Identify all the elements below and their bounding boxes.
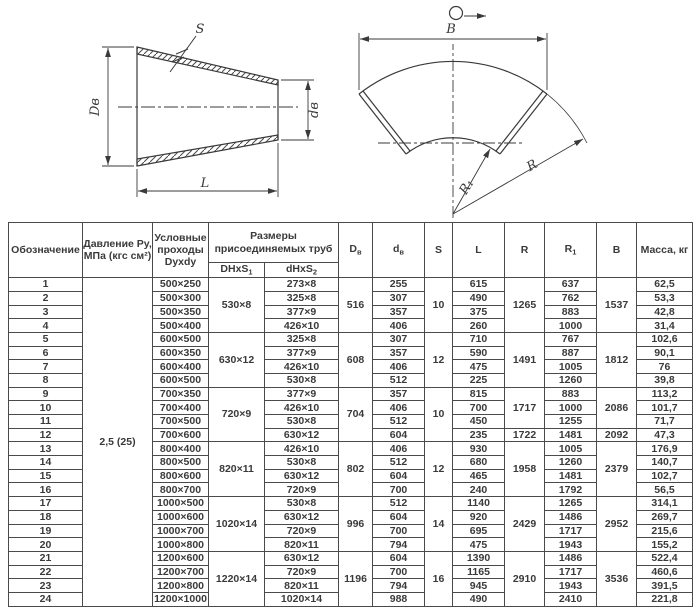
- cell-B: 1812: [597, 332, 637, 387]
- col-header-B: B: [597, 223, 637, 278]
- cell-mass: 113,2: [637, 387, 693, 401]
- cell-R1: 767: [545, 332, 597, 346]
- col-header-mass: Масса, кг: [637, 223, 693, 278]
- cell-Dv: 802: [339, 442, 373, 497]
- col-header-S: S: [425, 223, 453, 278]
- cell-mass: 71,7: [637, 415, 693, 429]
- cell-L: 490: [453, 592, 505, 606]
- pressure-header-line1: Давление Ру,: [83, 238, 152, 250]
- nominal-header-line2: проходы: [157, 244, 204, 257]
- cell-designation: 3: [9, 305, 83, 319]
- cell-dhxs2: 630×12: [265, 510, 339, 524]
- cell-dv: 406: [373, 319, 425, 333]
- nominal-header-line1: Условные: [154, 231, 207, 244]
- cell-B: 2952: [597, 497, 637, 552]
- cell-R1: 883: [545, 387, 597, 401]
- cell-dhxs2: 820×11: [265, 579, 339, 593]
- sector-outer-radius-label: R: [524, 157, 541, 175]
- cell-nominal-bore: 1000×800: [153, 538, 209, 552]
- cell-dv: 512: [373, 456, 425, 470]
- cell-designation: 15: [9, 469, 83, 483]
- cell-L: 815: [453, 387, 505, 401]
- cell-nominal-bore: 1000×500: [153, 497, 209, 511]
- cell-designation: 2: [9, 291, 83, 305]
- col-header-dhxs2: dHxS$_2$: [265, 263, 339, 278]
- cell-designation: 20: [9, 538, 83, 552]
- cell-dhxs2: 325×8: [265, 332, 339, 346]
- cell-mass: 31,4: [637, 319, 693, 333]
- cell-designation: 5: [9, 332, 83, 346]
- cell-dv: 357: [373, 305, 425, 319]
- cell-mass: 56,5: [637, 483, 693, 497]
- cell-designation: 22: [9, 565, 83, 579]
- col-header-L: L: [453, 223, 505, 278]
- cell-mass: 62,5: [637, 278, 693, 292]
- cell-dhxs2: 530×8: [265, 456, 339, 470]
- cell-R1: 1000: [545, 401, 597, 415]
- cell-pressure: 2,5 (25): [83, 278, 153, 607]
- cell-R1: 637: [545, 278, 597, 292]
- cell-R1: 1717: [545, 524, 597, 538]
- cell-dv: 307: [373, 332, 425, 346]
- cell-dhxs1: 1020×14: [209, 497, 265, 552]
- cell-dhxs2: 530×8: [265, 415, 339, 429]
- cell-R1: 1005: [545, 360, 597, 374]
- cell-mass: 101,7: [637, 401, 693, 415]
- cell-dv: 604: [373, 551, 425, 565]
- col-header-dhxs1: DHxS$_1$: [209, 263, 265, 278]
- pipe-sizes-line1: Размеры: [250, 230, 297, 243]
- cell-nominal-bore: 500×300: [153, 291, 209, 305]
- cell-mass: 42,8: [637, 305, 693, 319]
- cell-L: 710: [453, 332, 505, 346]
- cell-mass: 47,3: [637, 428, 693, 442]
- cell-Dv: 704: [339, 387, 373, 442]
- cell-R1: 1717: [545, 565, 597, 579]
- cell-R: 2429: [505, 497, 545, 552]
- cell-R1: 1000: [545, 319, 597, 333]
- cell-mass: 314,1: [637, 497, 693, 511]
- cell-nominal-bore: 1200×800: [153, 579, 209, 593]
- cell-dhxs2: 377×9: [265, 346, 339, 360]
- cell-dhxs2: 377×9: [265, 387, 339, 401]
- cell-S: 14: [425, 497, 453, 552]
- cell-B: 1537: [597, 278, 637, 333]
- cell-nominal-bore: 1200×600: [153, 551, 209, 565]
- cell-dv: 700: [373, 565, 425, 579]
- cell-dhxs2: 426×10: [265, 401, 339, 415]
- cell-mass: 90,1: [637, 346, 693, 360]
- cell-nominal-bore: 700×350: [153, 387, 209, 401]
- col-header-Dv: $D_в$: [339, 223, 373, 278]
- cell-dhxs1: 630×12: [209, 332, 265, 387]
- cell-dhxs2: 426×10: [265, 360, 339, 374]
- cell-mass: 391,5: [637, 579, 693, 593]
- cell-nominal-bore: 600×400: [153, 360, 209, 374]
- sector-width-label: B: [446, 22, 456, 37]
- cell-mass: 140,7: [637, 456, 693, 470]
- cell-mass: 76: [637, 360, 693, 374]
- table-body: [9, 278, 693, 607]
- cell-S: 10: [425, 387, 453, 442]
- cell-R: 1491: [505, 332, 545, 387]
- cell-mass: 53,3: [637, 291, 693, 305]
- cell-R1: 1255: [545, 415, 597, 429]
- cell-nominal-bore: 800×500: [153, 456, 209, 470]
- cell-dv: 406: [373, 442, 425, 456]
- cell-dhxs2: 377×9: [265, 305, 339, 319]
- cell-B: 2092: [597, 428, 637, 442]
- cone-wall-thickness-label: S: [195, 22, 205, 37]
- cell-designation: 9: [9, 387, 83, 401]
- dimension-r: [453, 139, 583, 214]
- cell-dv: 406: [373, 360, 425, 374]
- cell-designation: 1: [9, 278, 83, 292]
- cone-length-label: L: [200, 176, 210, 191]
- nominal-header-line3: Dyxdy: [164, 256, 197, 269]
- cell-nominal-bore: 600×500: [153, 332, 209, 346]
- cell-R1: 1943: [545, 538, 597, 552]
- cell-R1: 1005: [545, 442, 597, 456]
- col-header-pressure: [83, 223, 153, 278]
- cell-L: 615: [453, 278, 505, 292]
- sector-inner-radius-label: R₁: [456, 176, 478, 198]
- cell-dhxs2: 720×9: [265, 565, 339, 579]
- cell-R1: 1481: [545, 428, 597, 442]
- outer-arc-extension: [547, 94, 587, 143]
- technical-drawings: [0, 0, 700, 220]
- cell-dhxs2: 630×12: [265, 551, 339, 565]
- cell-dhxs2: 530×8: [265, 497, 339, 511]
- specification-table-container: [8, 222, 692, 607]
- cell-designation: 18: [9, 510, 83, 524]
- cell-nominal-bore: 1000×600: [153, 510, 209, 524]
- cone-bottom-wall: [137, 135, 278, 166]
- cell-dhxs1: 1220×14: [209, 551, 265, 606]
- cell-L: 450: [453, 415, 505, 429]
- col-header-dv: $d_в$: [373, 223, 425, 278]
- cell-L: 475: [453, 538, 505, 552]
- cell-Dv: 996: [339, 497, 373, 552]
- cell-dhxs2: 530×8: [265, 373, 339, 387]
- cell-L: 475: [453, 360, 505, 374]
- cell-dhxs2: 325×8: [265, 291, 339, 305]
- cell-dhxs2: 720×9: [265, 524, 339, 538]
- cell-mass: 269,7: [637, 510, 693, 524]
- cell-designation: 16: [9, 483, 83, 497]
- cell-L: 590: [453, 346, 505, 360]
- cell-dhxs2: 273×8: [265, 278, 339, 292]
- cell-S: 12: [425, 332, 453, 387]
- cell-dv: 255: [373, 278, 425, 292]
- cell-dv: 406: [373, 401, 425, 415]
- bend-sector-drawing: [359, 7, 587, 219]
- cell-nominal-bore: 1000×700: [153, 524, 209, 538]
- cell-L: 235: [453, 428, 505, 442]
- cell-mass: 102,7: [637, 469, 693, 483]
- cell-nominal-bore: 500×250: [153, 278, 209, 292]
- cell-L: 680: [453, 456, 505, 470]
- cell-R1: 883: [545, 305, 597, 319]
- cell-dv: 794: [373, 579, 425, 593]
- cell-R1: 1265: [545, 497, 597, 511]
- cell-dhxs1: 530×8: [209, 278, 265, 333]
- cell-dv: 604: [373, 510, 425, 524]
- cell-L: 930: [453, 442, 505, 456]
- cell-designation: 24: [9, 592, 83, 606]
- cell-nominal-bore: 700×600: [153, 428, 209, 442]
- cell-mass: 155,2: [637, 538, 693, 552]
- dimension-dv-large: [102, 47, 134, 166]
- cell-B: 3536: [597, 551, 637, 606]
- cell-designation: 12: [9, 428, 83, 442]
- cell-mass: 221,8: [637, 592, 693, 606]
- cell-R1: 1486: [545, 510, 597, 524]
- cell-Dv: 608: [339, 332, 373, 387]
- cell-dv: 512: [373, 373, 425, 387]
- cell-dhxs1: 720×9: [209, 387, 265, 442]
- cell-dhxs2: 630×12: [265, 469, 339, 483]
- specifications-table: [8, 222, 693, 607]
- cell-L: 700: [453, 401, 505, 415]
- cell-R: 1958: [505, 442, 545, 497]
- cell-R: 1722: [505, 428, 545, 442]
- cell-designation: 11: [9, 415, 83, 429]
- pipe-sizes-line2: присоединяемых труб: [214, 242, 333, 255]
- cell-B: 2379: [597, 442, 637, 497]
- cell-L: 1165: [453, 565, 505, 579]
- cone-small-diameter-label: dв: [307, 102, 322, 118]
- col-header-pipe-sizes: [209, 223, 339, 263]
- col-header-R: R: [505, 223, 545, 278]
- cell-L: 1390: [453, 551, 505, 565]
- cell-dv: 357: [373, 387, 425, 401]
- cell-nominal-bore: 1200×700: [153, 565, 209, 579]
- cell-dhxs2: 1020×14: [265, 592, 339, 606]
- cell-nominal-bore: 700×500: [153, 415, 209, 429]
- cell-dv: 700: [373, 524, 425, 538]
- cell-designation: 8: [9, 373, 83, 387]
- cell-L: 945: [453, 579, 505, 593]
- cell-dv: 794: [373, 538, 425, 552]
- cell-R: 1717: [505, 387, 545, 428]
- cell-L: 225: [453, 373, 505, 387]
- cell-nominal-bore: 800×600: [153, 469, 209, 483]
- cell-R1: 2410: [545, 592, 597, 606]
- cell-dv: 604: [373, 428, 425, 442]
- cell-mass: 176,9: [637, 442, 693, 456]
- cell-R1: 1260: [545, 373, 597, 387]
- cell-L: 465: [453, 469, 505, 483]
- cell-mass: 460,6: [637, 565, 693, 579]
- cell-nominal-bore: 700×400: [153, 401, 209, 415]
- cell-R: 2910: [505, 551, 545, 606]
- cell-dhxs2: 720×9: [265, 483, 339, 497]
- cell-designation: 4: [9, 319, 83, 333]
- cell-mass: 522,4: [637, 551, 693, 565]
- cell-dv: 512: [373, 415, 425, 429]
- cone-large-diameter-label: Dв: [88, 98, 103, 116]
- cell-dv: 700: [373, 483, 425, 497]
- cone-top-wall: [137, 47, 278, 85]
- pressure-header-line2: МПа (кгс см²): [83, 250, 152, 263]
- cell-L: 695: [453, 524, 505, 538]
- table-row: [9, 278, 693, 292]
- cell-designation: 17: [9, 497, 83, 511]
- cell-designation: 7: [9, 360, 83, 374]
- cell-dv: 307: [373, 291, 425, 305]
- cell-designation: 6: [9, 346, 83, 360]
- cell-nominal-bore: 800×400: [153, 442, 209, 456]
- cell-S: 12: [425, 442, 453, 497]
- cell-R: 1265: [505, 278, 545, 333]
- cell-dv: 988: [373, 592, 425, 606]
- cell-nominal-bore: 800×700: [153, 483, 209, 497]
- cell-nominal-bore: 500×350: [153, 305, 209, 319]
- cell-R1: 1260: [545, 456, 597, 470]
- cell-nominal-bore: 600×350: [153, 346, 209, 360]
- cell-L: 920: [453, 510, 505, 524]
- cell-dhxs2: 630×12: [265, 428, 339, 442]
- view-direction-icon: [450, 7, 463, 20]
- col-header-designation: Обозначение: [9, 223, 83, 278]
- cell-dv: 604: [373, 469, 425, 483]
- cell-L: 240: [453, 483, 505, 497]
- cell-dhxs1: 820×11: [209, 442, 265, 497]
- cell-designation: 23: [9, 579, 83, 593]
- cell-nominal-bore: 1200×1000: [154, 593, 207, 606]
- cell-L: 490: [453, 291, 505, 305]
- cell-Dv: 1196: [339, 551, 373, 606]
- cell-R1: 1481: [545, 469, 597, 483]
- cell-designation: 21: [9, 551, 83, 565]
- cell-mass: 39,8: [637, 373, 693, 387]
- cell-nominal-bore: 600×500: [153, 373, 209, 387]
- cell-nominal-bore: 500×400: [153, 319, 209, 333]
- cell-R1: 1792: [545, 483, 597, 497]
- cell-R1: 1943: [545, 579, 597, 593]
- cell-dv: 512: [373, 497, 425, 511]
- cell-designation: 10: [9, 401, 83, 415]
- col-header-R1: $R_1$: [545, 223, 597, 278]
- cell-S: 16: [425, 551, 453, 606]
- cone-reducer-drawing: [88, 22, 322, 197]
- cell-mass: 102,6: [637, 332, 693, 346]
- cell-R1: 887: [545, 346, 597, 360]
- cell-R1: 762: [545, 291, 597, 305]
- cell-B: 2086: [597, 387, 637, 428]
- cell-designation: 13: [9, 442, 83, 456]
- cell-dhxs2: 820×11: [265, 538, 339, 552]
- cell-Dv: 516: [339, 278, 373, 333]
- cell-dhxs2: 426×10: [265, 442, 339, 456]
- cell-dhxs2: 426×10: [265, 319, 339, 333]
- cell-R1: 1486: [545, 551, 597, 565]
- cell-designation: 19: [9, 524, 83, 538]
- cell-L: 1140: [453, 497, 505, 511]
- cell-L: 375: [453, 305, 505, 319]
- col-header-nominal-bore: [153, 223, 209, 278]
- cell-S: 10: [425, 278, 453, 333]
- cell-mass: 215,6: [637, 524, 693, 538]
- cell-designation: 14: [9, 456, 83, 470]
- cell-dv: 357: [373, 346, 425, 360]
- cell-L: 260: [453, 319, 505, 333]
